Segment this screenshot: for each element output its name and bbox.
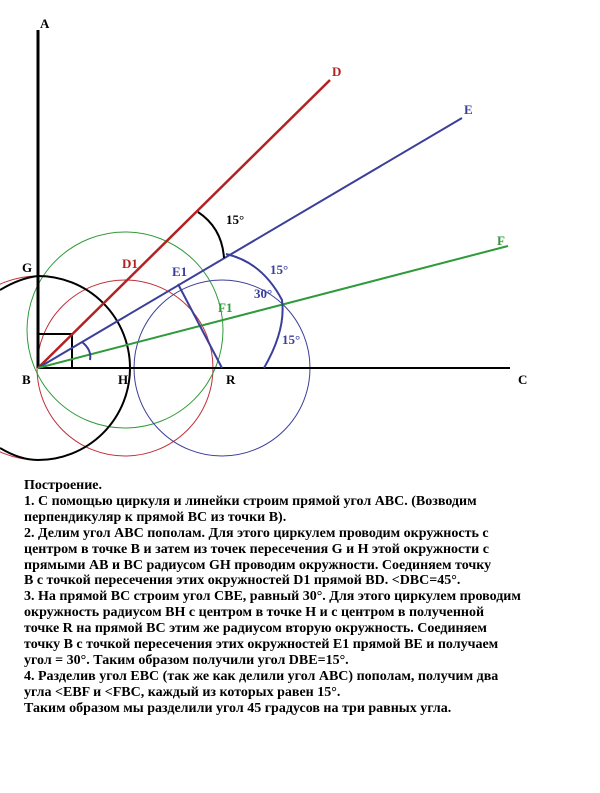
label-angle-fbc: 15°	[282, 332, 301, 347]
arc-dbe	[198, 212, 224, 258]
text-line: 2. Делим угол АВС пополам. Для этого циркулем проводим окружность с	[24, 525, 489, 541]
label-angle-dbe: 15°	[226, 212, 245, 227]
text-line: угол = 30°. Таким образом получили угол DBE=15°.	[24, 652, 349, 668]
text-line: центром в точке В и затем из точек пересечения G и H этой окружности с	[24, 541, 489, 557]
label-c: C	[518, 372, 528, 387]
label-d1: D1	[122, 256, 138, 271]
label-a: A	[40, 16, 50, 31]
arc-small	[82, 342, 90, 360]
text-line: точку В с точкой пересечения этих окружностей Е1 прямой ВЕ и получаем	[24, 637, 499, 653]
text-line: окружность радиусом ВН с центром в точке Н и с центром в полученной	[24, 605, 485, 621]
label-e: E	[464, 102, 473, 117]
label-d: D	[332, 64, 342, 79]
text-line: 1. С помощью циркуля и линейки строим прямой угол АВС. (Возводим	[24, 493, 477, 509]
label-e1: E1	[172, 264, 188, 279]
text-line: B с точкой пересечения этих окружностей D1 прямой ВD. <DBC=45°.	[24, 573, 461, 589]
label-r: R	[226, 372, 236, 387]
construction-text	[24, 478, 594, 717]
text-line: 4. Разделив угол ЕВС (так же как делили угол АВС) пополам, получим два	[24, 668, 499, 684]
label-angle-ebr: 30°	[254, 286, 273, 301]
text-line: Таким образом мы разделили угол 45 градусов на три равных угла.	[24, 700, 452, 716]
text-line: прямыми АВ и ВС радиусом GH проводим окружности. Соединяем точку	[24, 557, 492, 573]
line-bd	[38, 80, 330, 368]
text-line: точке R на прямой ВС этим же радиусом вторую окружность. Соединяем	[24, 621, 487, 637]
label-h: H	[118, 372, 129, 387]
label-g: G	[22, 260, 33, 275]
label-b: B	[22, 372, 31, 387]
label-f: F	[497, 233, 505, 248]
label-f1: F1	[218, 300, 233, 315]
text-line: перпендикуляр к прямой ВС из точки В).	[24, 509, 287, 525]
text-heading: Построение.	[24, 478, 102, 493]
line-e1-r	[178, 284, 222, 368]
label-angle-ebf: 15°	[270, 262, 289, 277]
text-line: угла <EBF и <FBC, каждый из которых равен 15°.	[24, 684, 341, 700]
text-line: 3. На прямой ВС строим угол СВЕ, равный 30°. Для этого циркулем проводим	[24, 589, 521, 605]
line-be	[38, 118, 462, 368]
